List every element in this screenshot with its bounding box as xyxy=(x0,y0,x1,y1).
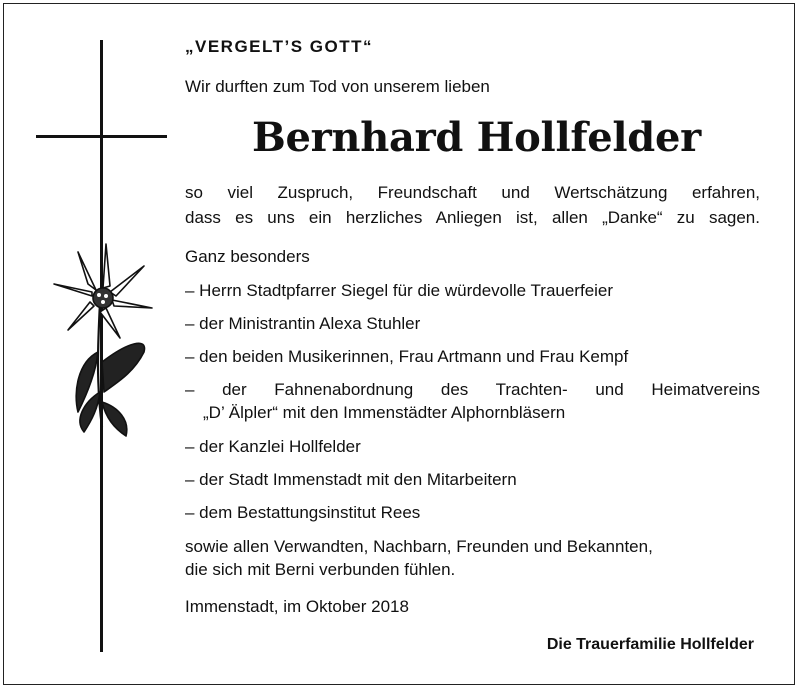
place-date: Immenstadt, im Oktober 2018 xyxy=(185,597,409,616)
intro-line: Wir durften zum Tod von unserem lieben xyxy=(185,77,490,96)
list-item: – Herrn Stadtpfarrer Siegel für die würdevolle Trauerfeier xyxy=(185,281,614,300)
list-item: – der Stadt Immenstadt mit den Mitarbeitern xyxy=(185,470,517,489)
thanks-line-1: so viel Zuspruch, Freundschaft und Wertschätzung erfahren, xyxy=(185,183,760,202)
closing-line-1: sowie allen Verwandten, Nachbarn, Freunden und Bekannten, xyxy=(185,537,653,556)
besonders-label: Ganz besonders xyxy=(185,247,310,266)
closing-line-2: die sich mit Berni verbunden fühlen. xyxy=(185,560,456,579)
thanks-paragraph xyxy=(185,180,760,230)
cross-horizontal-bar xyxy=(36,135,167,138)
notice-heading: „VERGELT’S GOTT“ xyxy=(185,37,374,56)
list-item: – der Ministrantin Alexa Stuhler xyxy=(185,314,421,333)
edelweiss-icon xyxy=(48,242,168,442)
list-item: – der Fahnenabordnung des Trachten- und Heimatvereins xyxy=(185,380,760,399)
deceased-name: Bernhard Hollfelder xyxy=(252,114,701,161)
list-item: – den beiden Musikerinnen, Frau Artmann und Frau Kempf xyxy=(185,347,629,366)
list-item: – dem Bestattungsinstitut Rees xyxy=(185,503,421,522)
signature: Die Trauerfamilie Hollfelder xyxy=(546,636,754,653)
list-item: – der Kanzlei Hollfelder xyxy=(185,437,361,456)
thanks-line-2: dass es uns ein herzliches Anliegen ist, allen „Danke“ zu sagen. xyxy=(185,208,760,227)
list-item-continuation: „D’ Älpler“ mit den Immenstädter Alphornbläsern xyxy=(203,403,566,422)
